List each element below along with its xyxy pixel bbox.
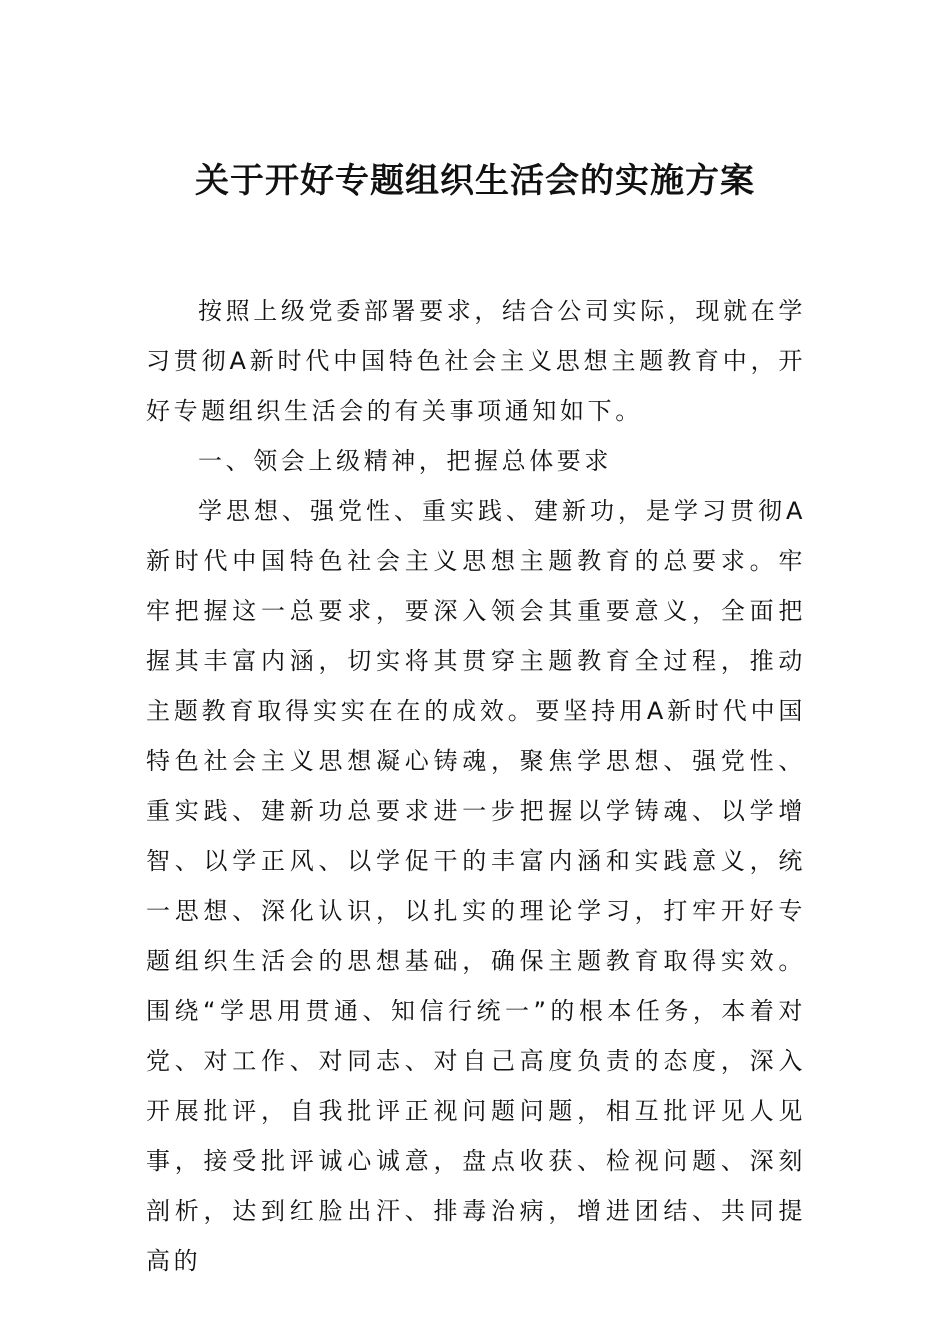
body-paragraph: 学思想、强党性、重实践、建新功，是学习贯彻A新时代中国特色社会主义思想主题教育的总要求。牢牢把握这一总要求，要深入领会其重要意义，全面把握其丰富内涵，切实将其贯穿主题教育全过程，推动主题教育取得实实在在的成效。要坚持用A新时代中国特色社会主义思想凝心铸魂，聚焦学思想、强党性、重实践、建新功总要求进一步把握以学铸魂、以学增智、以学正风、以学促干的丰富内涵和实践意义，统一思想、深化认识，以扎实的理论学习，打牢开好专题组织生活会的思想基础，确保主题教育取得实效。围绕“学思用贯通、知信行统一”的根本任务，本着对党、对工作、对同志、对自己高度负责的态度，深入开展批评，自我批评正视问题问题，相互批评见人见事，接受批评诚心诚意，盘点收获、检视问题、深刻剖析，达到红脸出汗、排毒治病，增进团结、共同提高的 <box>146 497 806 1275</box>
document-body <box>146 286 806 1286</box>
section-heading: 一、领会上级精神，把握总体要求 <box>198 447 612 475</box>
intro-paragraph: 按照上级党委部署要求，结合公司实际，现就在学习贯彻A新时代中国特色社会主义思想主题教育中，开好专题组织生活会的有关事项通知如下。 <box>146 297 806 425</box>
document-title: 关于开好专题组织生活会的实施方案 <box>195 161 755 201</box>
